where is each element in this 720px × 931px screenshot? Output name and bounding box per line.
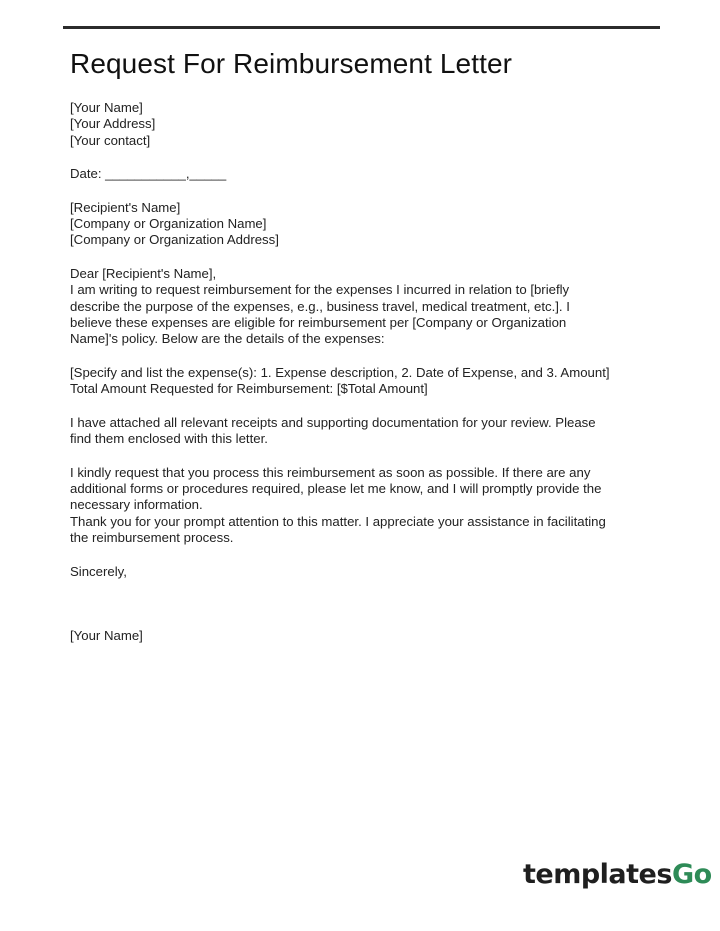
expense-list-line: [Specify and list the expense(s): 1. Expense description, 2. Date of Expense, and 3. Amount]: [70, 364, 610, 380]
paragraph3-line: Thank you for your prompt attention to this matter. I appreciate your assistance in facilitating: [70, 513, 606, 529]
templatesgo-logo: [523, 857, 712, 893]
total-amount-line: Total Amount Requested for Reimbursement: [$Total Amount]: [70, 381, 428, 397]
paragraph2-line: I have attached all relevant receipts and supporting documentation for your review. Please: [70, 414, 596, 430]
recipient-name: [Recipient's Name]: [70, 199, 181, 215]
logo-text-go: Go: [671, 859, 712, 890]
salutation: Dear [Recipient's Name],: [70, 265, 217, 281]
logo-text-templates: templates: [523, 859, 672, 890]
sender-contact: [Your contact]: [70, 132, 151, 148]
paragraph1-line: Name]'s policy. Below are the details of the expenses:: [70, 331, 385, 347]
letter-title: Request For Reimbursement Letter: [70, 48, 513, 79]
paragraph1-line: believe these expenses are eligible for reimbursement per [Company or Organization: [70, 315, 567, 331]
sender-address: [Your Address]: [70, 116, 156, 132]
paragraph3-line: additional forms or procedures required, please let me know, and I will promptly provide the: [70, 480, 602, 496]
recipient-company: [Company or Organization Name]: [70, 216, 267, 232]
top-divider: [63, 26, 660, 29]
signature-name: [Your Name]: [70, 627, 143, 643]
paragraph3-line: necessary information.: [70, 497, 203, 513]
paragraph3-line: the reimbursement process.: [70, 530, 234, 546]
paragraph2-line: find them enclosed with this letter.: [70, 431, 268, 447]
recipient-address: [Company or Organization Address]: [70, 232, 279, 248]
paragraph1-line: describe the purpose of the expenses, e.g., business travel, medical treatment, etc.]. I: [70, 298, 570, 314]
closing: Sincerely,: [70, 563, 127, 579]
paragraph3-line: I kindly request that you process this reimbursement as soon as possible. If there are any: [70, 464, 591, 480]
letter-body: [70, 100, 650, 644]
paragraph1-line: I am writing to request reimbursement for the expenses I incurred in relation to [briefly: [70, 282, 570, 298]
date-line: Date: ___________,_____: [70, 166, 227, 182]
sender-name: [Your Name]: [70, 100, 143, 115]
